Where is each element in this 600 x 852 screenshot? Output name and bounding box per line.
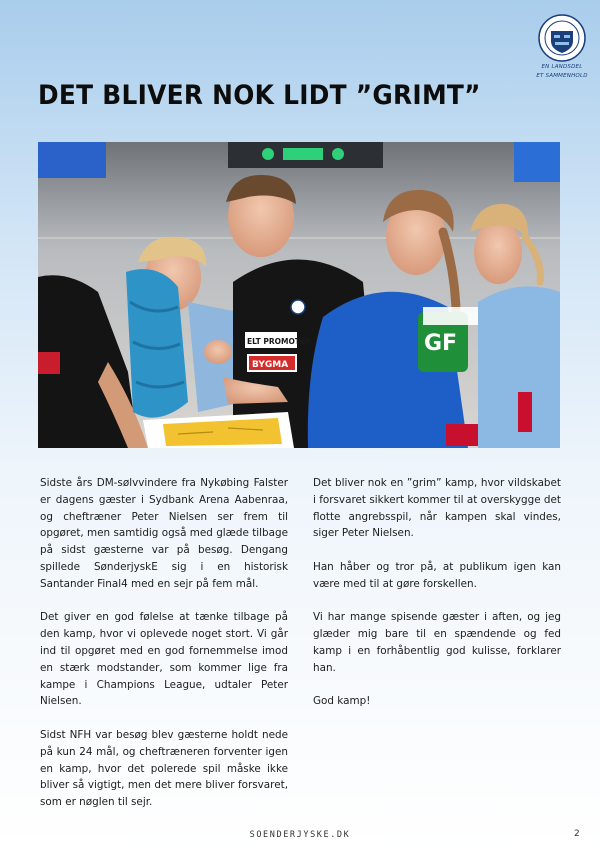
- logo-tagline-1: EN LANDSDEL: [541, 64, 583, 70]
- logo-tagline-2: ET SAMMENHOLD: [536, 72, 588, 79]
- page-number: 2: [574, 829, 580, 839]
- club-crest-icon: [538, 14, 586, 62]
- paragraph: Han håber og tror på, at publikum igen kan være med til at gøre forskellen.: [313, 560, 561, 590]
- article-column-left: [40, 475, 288, 828]
- paragraph: Sidste års DM-sølvvindere fra Nykøbing Falster er dagens gæster i Sydbank Arena Aabenraa, og cheftræner Peter Nielsen ser frem til opgøret, men samtidig også med glæde tilbage på sidst gæsterne var på besøg. Dengang spillede SønderjyskE sig i en historisk Santander Final4 med en sejr på fem mål.: [40, 477, 288, 590]
- footer-website[interactable]: SOENDERJYSKE.DK: [249, 830, 351, 840]
- team-huddle-photo: [38, 142, 560, 448]
- shirt-text-1: ELT PROMOTER: [247, 337, 311, 346]
- article-column-right: [313, 475, 561, 727]
- paragraph: Det giver en god følelse at tænke tilbage på den kamp, hvor vi oplevede noget stort. Vi går ind til opgøret med en god fornemmelse imod en stærk modstander, som kommer lige fra kampe i Champions League, udtaler Peter Nielsen.: [40, 611, 288, 708]
- paragraph: Vi har mange spisende gæster i aften, og jeg glæder mig bare til en spændende og fed kamp i en forhåbentlig god kulisse, forklarer han.: [313, 611, 561, 674]
- club-logo: [532, 14, 592, 79]
- paragraph: Det bliver nok en ”grim” kamp, hvor vildskabet i forsvaret sikkert kommer til at overskygge det flotte angrebsspil, når kampen skal vindes, siger Peter Nielsen.: [313, 477, 561, 540]
- page-title: DET BLIVER NOK LIDT ”GRIMT”: [38, 80, 481, 111]
- shirt-text-2: BYGMA: [252, 360, 289, 370]
- paragraph: Sidst NFH var besøg blev gæsterne holdt nede på kun 24 mål, og cheftræneren forventer igen en kamp, hvor det polerede spil måske ikke bliver så vigtigt, men det mere bliver forsvaret, som er nøglen til sejr.: [40, 728, 288, 809]
- paragraph: God kamp!: [313, 695, 371, 708]
- photo-illustration: [38, 142, 560, 448]
- jersey-text: GF: [424, 331, 458, 356]
